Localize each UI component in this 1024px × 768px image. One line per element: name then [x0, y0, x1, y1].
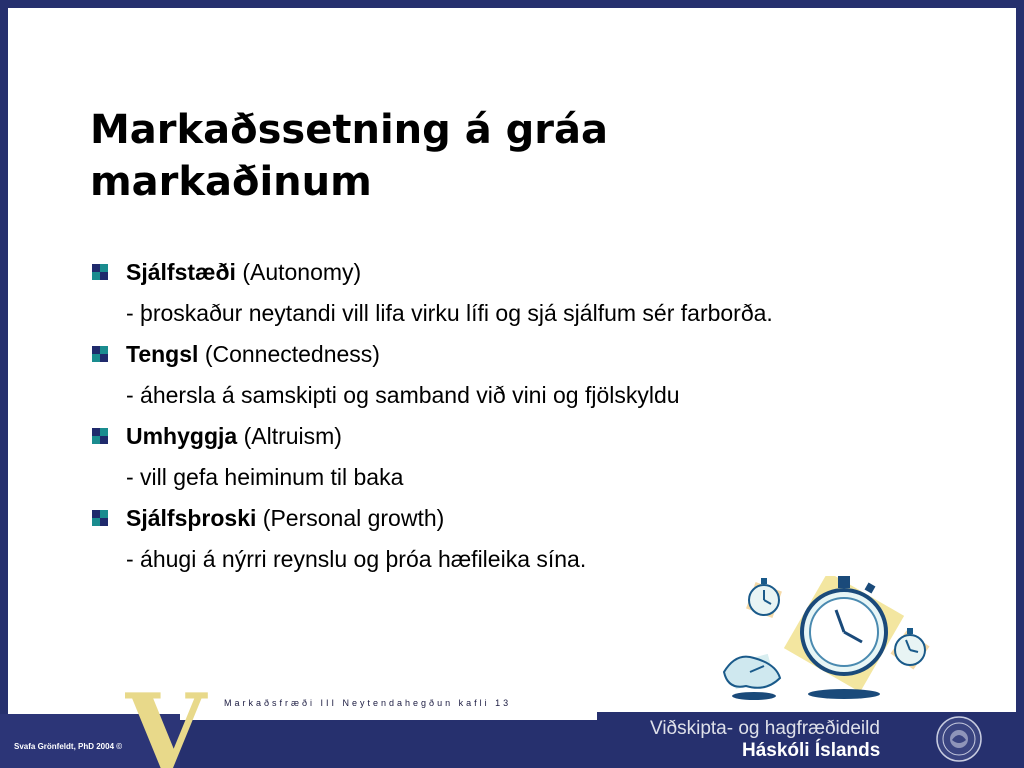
frame-top-border	[0, 0, 1024, 8]
frame-left-border	[0, 0, 8, 768]
footer-chapter: Markaðsfræði III Neytendahegðun kafli 13	[224, 698, 512, 708]
bullet-square-icon	[92, 264, 108, 280]
frame-right-border	[1016, 0, 1024, 768]
item-detail: - vill gefa heiminum til baka	[126, 464, 404, 490]
slide-title: Markaðssetning á gráa markaðinum	[90, 107, 608, 205]
v-logo-icon	[116, 688, 216, 768]
item-detail: - áhersla á samskipti og samband við vini og fjölskyldu	[126, 382, 680, 408]
university-seal-icon	[936, 716, 982, 762]
item-translation: (Connectedness)	[204, 341, 380, 367]
department-block	[650, 718, 910, 762]
bullet-square-icon	[92, 346, 108, 362]
list-item	[90, 252, 970, 293]
clocks-clipart	[714, 576, 944, 700]
bullet-square-icon	[92, 510, 108, 526]
footer-author: Svafa Grönfeldt, PhD 2004 ©	[14, 742, 123, 751]
list-item	[90, 334, 970, 375]
bullet-list	[90, 252, 970, 580]
list-item	[90, 416, 970, 457]
department-name: Viðskipta- og hagfræðideild	[650, 718, 880, 739]
item-term: Tengsl	[126, 341, 199, 367]
footer-notch	[180, 712, 597, 720]
svg-text:V: V	[125, 688, 207, 768]
item-translation: (Altruism)	[243, 423, 342, 449]
item-translation: (Personal growth)	[262, 505, 445, 531]
item-term: Sjálfstæði	[126, 259, 236, 285]
item-term: Umhyggja	[126, 423, 238, 449]
item-detail: - áhugi á nýrri reynslu og þróa hæfileika sína.	[126, 546, 587, 572]
item-translation: (Autonomy)	[242, 259, 362, 285]
bullet-square-icon	[92, 428, 108, 444]
university-name: Háskóli Íslands	[742, 740, 881, 761]
list-item	[90, 498, 970, 539]
item-term: Sjálfsþroski	[126, 505, 257, 531]
item-detail: - þroskaður neytandi vill lifa virku lífi og sjá sjálfum sér farborða.	[126, 300, 773, 326]
